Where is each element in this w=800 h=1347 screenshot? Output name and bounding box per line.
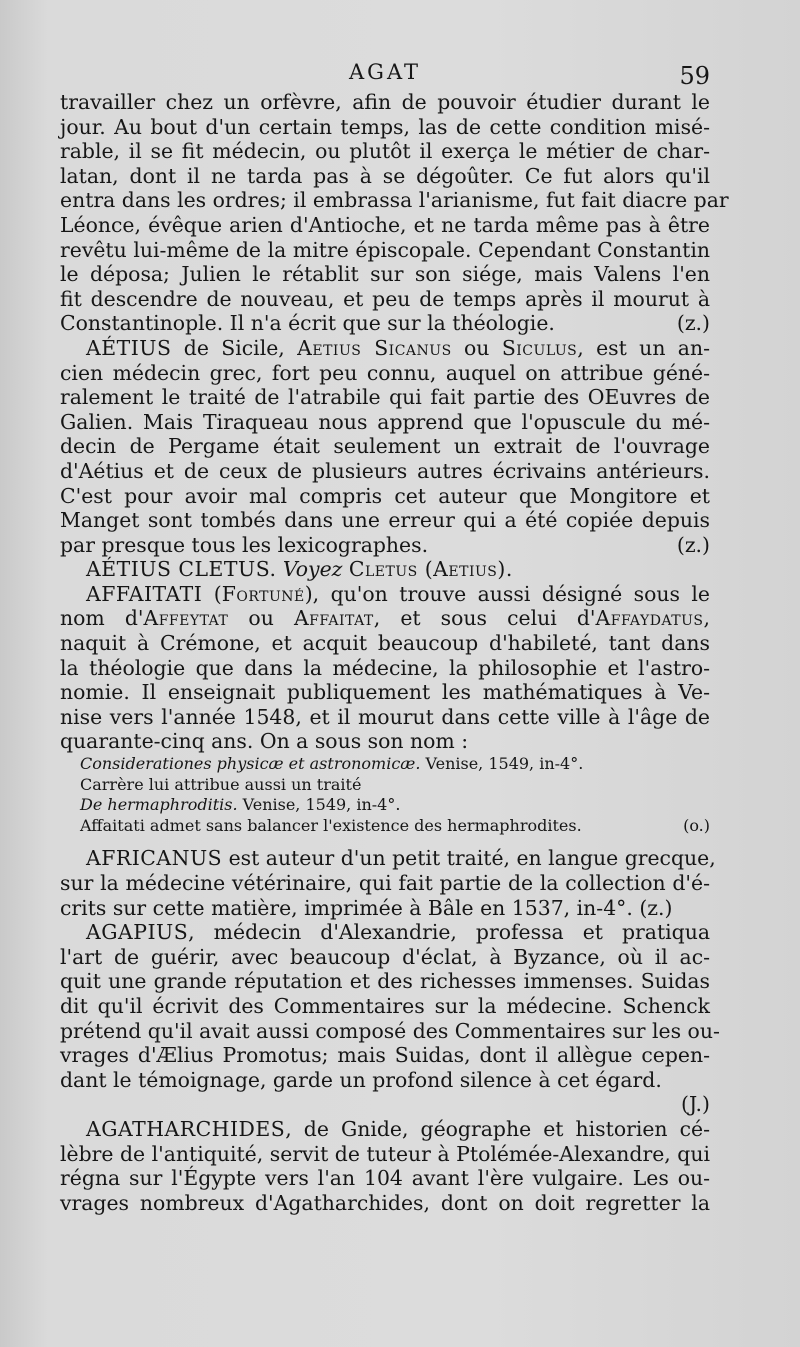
text-fragment: , est un an-	[577, 335, 710, 360]
text-line-content: par presque tous les lexicographes.	[60, 532, 429, 557]
text-line: lèbre de l'antiquité, servit de tuteur à Ptolémée-Alexandre, qui	[60, 1141, 710, 1166]
text-line: Manget sont tombés dans une erreur qui a été copiée depuis	[60, 508, 710, 533]
work-title: Considerationes physicæ et astronomicæ.	[80, 754, 421, 774]
name-variant: Affaydatus	[595, 606, 704, 631]
text-line	[60, 606, 710, 631]
entry-first-line	[60, 846, 716, 871]
running-head: AGAT	[349, 60, 421, 84]
text-line: vrages d'Ælius Promotus; mais Suidas, dont il allègue cepen-	[60, 1043, 710, 1068]
text-fragment: ou	[451, 335, 502, 360]
text-line: l'art de guérir, avec beaucoup d'éclat, à Byzance, où il ac-	[60, 944, 710, 969]
entry-headword: AGAPIUS	[86, 920, 189, 945]
first-name: Fortuné	[221, 581, 305, 606]
text-line: régna sur l'Égypte vers l'an 104 avant l'ère vulgaire. Les ou-	[60, 1166, 710, 1191]
text-line: jour. Au bout d'un certain temps, las de cette condition misé-	[60, 114, 710, 139]
author-initial: (o.)	[683, 815, 710, 835]
text-line: entra dans les ordres; il embrassa l'arianisme, fut fait diacre par	[60, 188, 729, 213]
text-line-content: Affaitati admet sans balancer l'existence des hermaphrodites.	[80, 815, 582, 835]
text-line: nomie. Il enseignait publiquement les mathématiques à Ve-	[60, 680, 710, 705]
text-line: quit une grande réputation et des richesses immenses. Suidas	[60, 969, 710, 994]
latin-name: Siculus	[501, 335, 578, 360]
text-line: quarante-cinq ans. On a sous son nom :	[60, 729, 469, 754]
publication-info: Venise, 1549, in-4°.	[237, 795, 401, 815]
text-fragment: nom d'	[60, 606, 144, 631]
text-line: d'Aétius et de ceux de plusieurs autres écrivains antérieurs.	[60, 458, 710, 483]
author-initial: (z.)	[676, 311, 710, 336]
text-line: sur la médecine vétérinaire, qui fait partie de la collection d'é-	[60, 871, 710, 895]
name-variant: Affeytat	[143, 606, 229, 631]
text-line: naquit à Crémone, et acquit beaucoup d'habileté, tant dans	[60, 631, 710, 656]
text-line: vrages nombreux d'Agatharchides, dont on doit regretter la	[60, 1190, 710, 1215]
text-line: la théologie que dans la médecine, la philosophie et l'astro-	[60, 655, 710, 680]
page-number: 59	[679, 62, 710, 90]
text-fragment: ,	[703, 606, 711, 631]
page-body	[60, 90, 729, 1215]
text-line: revêtu lui-même de la mitre épiscopale. Cependant Constantin	[60, 237, 710, 262]
latin-name: Aetius Sicanus	[297, 335, 452, 360]
text-line: prétend qu'il avait aussi composé des Commentaires sur les ou-	[60, 1018, 720, 1043]
name-variant: Affaitat	[293, 606, 374, 631]
text-line: Galien. Mais Tiraqueau nous apprend que l'opuscule du mé-	[60, 409, 710, 434]
text-fragment: , médecin d'Alexandrie, professa et pratiqua	[188, 920, 710, 945]
text-fragment: , de Gnide, géographe et historien cé-	[285, 1116, 710, 1141]
text-line: le déposa; Julien le rétablit sur son siége, mais Valens l'en	[60, 262, 710, 287]
bibliography-note: Carrère lui attribue aussi un traité	[80, 774, 362, 794]
text-fragment: ), qu'on trouve aussi désigné sous le	[304, 581, 710, 606]
entry-headword: AGATHARCHIDES	[86, 1116, 286, 1141]
text-line: crits sur cette matière, imprimée à Bâle en 1537, in-4°. (z.)	[60, 895, 673, 920]
author-initial: (J.)	[681, 1092, 710, 1117]
text-line	[60, 533, 710, 558]
entry-headword: AÉTIUS CLETUS.	[86, 557, 277, 582]
text-line: dit qu'il écrivit des Commentaires sur la médecine. Schenck	[60, 993, 710, 1018]
spacer	[60, 836, 710, 846]
publication-info: Venise, 1549, in-4°.	[420, 754, 584, 774]
work-title: De hermaphroditis.	[80, 795, 238, 815]
cross-reference-target: Cletus (Aetius).	[348, 557, 513, 582]
entry-first-line	[60, 336, 710, 361]
text-line: travailler chez un orfèvre, afin de pouvoir étudier durant le	[60, 90, 710, 114]
text-fragment: est auteur d'un petit traité, en langue grecque,	[222, 846, 716, 871]
text-line: rable, il se fit médecin, ou plutôt il exerça le métier de char-	[60, 139, 710, 164]
text-line: latan, dont il ne tarda pas à se dégoûter. Ce fut alors qu'il	[60, 163, 710, 188]
entry-headword: AFFAITATI	[86, 581, 203, 606]
entry-headword: AÉTIUS	[86, 335, 172, 360]
entry-first-line	[60, 920, 710, 945]
entry-first-line	[60, 582, 710, 607]
text-line: nise vers l'année 1548, et il mourut dans cette ville à l'âge de	[60, 704, 710, 729]
cross-reference-label: Voyez	[282, 557, 343, 582]
bibliography-item	[60, 754, 710, 775]
text-line: fit descendre de nouveau, et peu de temps après il mourut à	[60, 286, 710, 311]
text-line	[60, 311, 710, 336]
text-fragment: , et sous celui d'	[373, 606, 596, 631]
bibliography-item	[60, 795, 710, 816]
text-line: dant le témoignage, garde un profond silence à cet égard.	[60, 1067, 662, 1092]
text-line: C'est pour avoir mal compris cet auteur que Mongitore et	[60, 483, 710, 508]
text-fragment: ou	[228, 606, 294, 631]
author-initial: (z.)	[676, 532, 710, 557]
text-fragment: de Sicile,	[171, 335, 298, 360]
text-line: Léonce, évêque arien d'Antioche, et ne tarda même pas à être	[60, 212, 710, 237]
text-line: ralement le traité de l'atrabile qui fait partie des OEuvres de	[60, 385, 710, 410]
entry-first-line	[60, 557, 710, 582]
text-fragment: (	[202, 581, 222, 606]
entry-first-line	[60, 1117, 710, 1142]
text-line: decin de Pergame était seulement un extrait de l'ouvrage	[60, 434, 710, 459]
bibliography-block	[60, 754, 710, 836]
text-line: cien médecin grec, fort peu connu, auquel on attribue géné-	[60, 360, 710, 385]
text-line-content: Constantinople. Il n'a écrit que sur la théologie.	[60, 311, 555, 336]
text-line	[60, 1092, 710, 1117]
entry-headword: AFRICANUS	[86, 846, 223, 871]
bibliography-note	[60, 816, 710, 837]
